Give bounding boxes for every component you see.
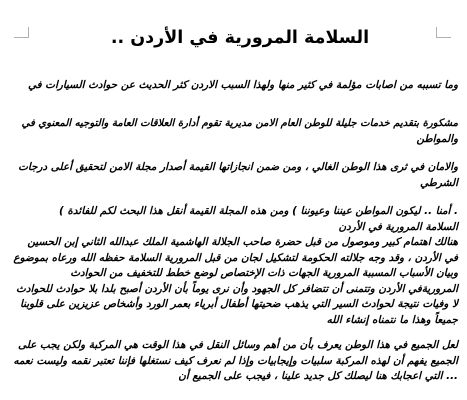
- paragraph-line: وبيان الأسباب المسببة المرورية الجهات ذات الإختصاص لوضع خطط للتخفيف من الحوادث: [70, 267, 458, 279]
- paragraph-line: في الأردن ، وقد وجه جلالته الحكومة لتشكيل لجان من قبل المرورية السلامة حفظه الله ورعاه بموضوع: [13, 251, 458, 264]
- paragraph-4: [12, 204, 458, 328]
- paragraph-line: وما تسببه من اصابات مؤلمة في كثير منها ولهذا السبب الاردن كثر الحديث عن حوادث السيارات في: [27, 79, 458, 91]
- paragraph-line: والمواطن: [416, 132, 458, 145]
- crop-mark-top-left: [14, 27, 29, 38]
- paragraph-5: [12, 338, 458, 385]
- paragraph-line: المروريةفي الأردن وتتمنى أن تتضافر كل الجهود وأن نرى يوماً بأن الأردن أصبح بلدا بلا حوادث للحوادث: [16, 282, 458, 295]
- paragraph-line: لا وفيات نتيجة لحوادث السير التي يذهب ضحيتها أطفال أبرياء بعمر الورد وأشخاص عزيزين على قلوبنا: [19, 298, 458, 310]
- crop-mark-top-right: [436, 27, 451, 38]
- paragraph-line: مشكورة بتقديم خدمات جليلة للوطن العام الامن مديرية تقوم أدارة العلاقات العامة والتوجيه المعنوي في: [21, 118, 458, 129]
- paragraph-line: الجميع يفهم أن لهذه المركبة سلبيات وإيجابيات وإذا لم نعرف كيف نستغلها فإننا تعتبر نقمه وليست نعمه: [13, 354, 458, 367]
- paragraph-line: جميعاً وهذا ما نتمناه إنشاء الله: [326, 313, 458, 326]
- paragraph-line: السلامة المرورية في الأردن: [338, 220, 458, 233]
- paragraph-3: [12, 160, 458, 191]
- paragraph-line: ... التي اعجابك هنا ليصلك كل جديد علينا ، فيجب على الجميع أن: [178, 370, 458, 382]
- paragraph-line: الشرطي: [420, 176, 458, 189]
- paragraph-line: هنالك اهتمام كبير وموصول من قبل حضرة صاحب الجلالة الهاشمية الملك عبدالله الثاني إبن الحسين: [27, 236, 458, 248]
- paragraph-2: [12, 116, 458, 147]
- paragraph-line: والامان في ثرى هذا الوطن الغالي ، ومن ضمن انجازاتها القيمة أصدار مجلة الامن لتحقيق أعلى درجات: [18, 161, 458, 173]
- paragraph-line: لعل الجميع في هذا الوطن يعرف بأن من أهم وسائل النقل في هذا الوقت هي المركبة ولكن يجب على: [17, 339, 458, 351]
- paragraph-1: [12, 78, 458, 94]
- paragraph-line: . أمنا .. ليكون المواطن عيننا وعيوننا ) ومن هذه المجلة القيمة أنقل هذا البحث لكم للفائدة ): [59, 205, 458, 217]
- page-title: السلامة المرورية في الأردن ..: [110, 28, 370, 48]
